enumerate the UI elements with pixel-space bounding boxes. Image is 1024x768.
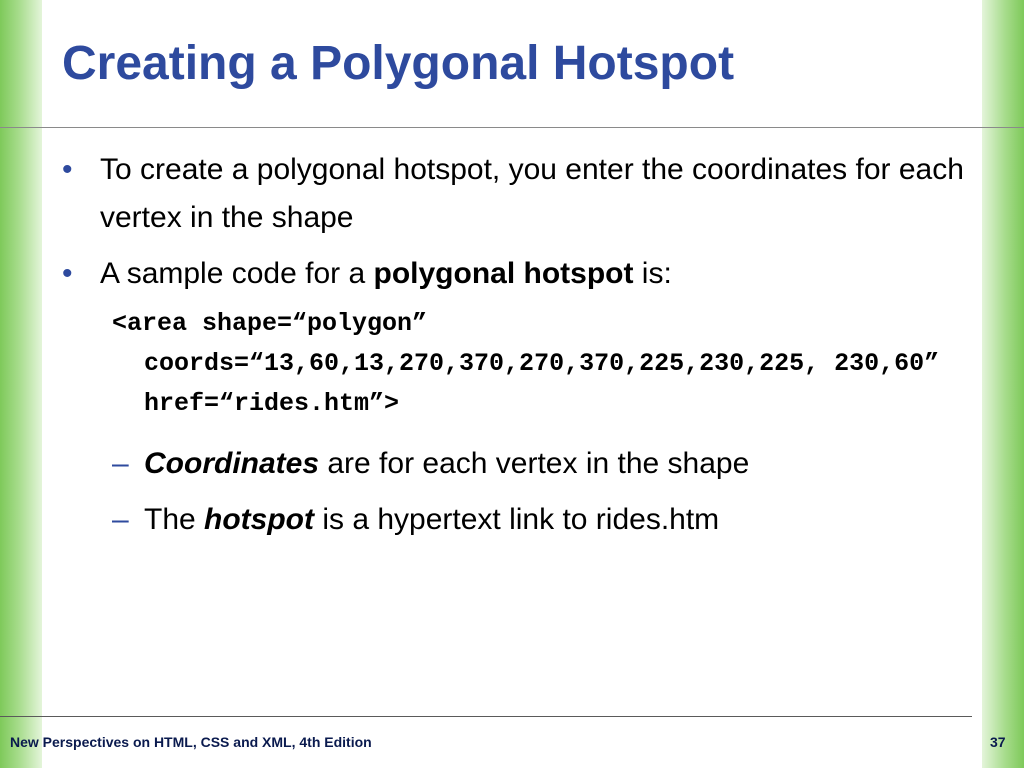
slide-body	[62, 146, 972, 548]
sub-text-bold-italic: hotspot	[204, 503, 314, 536]
dash-icon: –	[112, 503, 129, 536]
bullet-item-sample-code	[62, 250, 972, 298]
left-green-gradient-bar	[0, 0, 42, 768]
right-green-gradient-bar	[982, 0, 1024, 768]
footer-text: New Perspectives on HTML, CSS and XML, 4th Edition	[10, 734, 372, 750]
bullet-icon: •	[62, 153, 73, 186]
bullet-item-create-hotspot	[62, 146, 972, 242]
code-sample: <area shape=“polygon” coords=“13,60,13,270,370,270,370,225,230,225, 230,60” href=“rides.htm”>	[112, 309, 940, 418]
dash-icon: –	[112, 447, 129, 480]
bullet-text: To create a polygonal hotspot, you enter the coordinates for each vertex in the shape	[100, 153, 964, 234]
sub-text: is a hypertext link to rides.htm	[314, 503, 720, 536]
slide-title: Creating a Polygonal Hotspot	[62, 37, 735, 90]
footer-divider	[0, 716, 972, 717]
sub-item-coordinates	[112, 436, 972, 492]
bullet-text-bold: polygonal hotspot	[373, 257, 634, 290]
sub-text-bold-italic: Coordinates	[144, 447, 320, 480]
sub-item-hotspot	[112, 492, 972, 548]
bullet-icon: •	[62, 257, 73, 290]
sub-text: are for each vertex in the shape	[319, 447, 750, 480]
bullet-text-start: A sample code for a	[100, 257, 374, 290]
page-number: 37	[990, 734, 1006, 750]
sub-text-start: The	[144, 503, 205, 536]
bullet-text-end: is:	[633, 257, 672, 290]
title-divider	[0, 127, 1024, 128]
